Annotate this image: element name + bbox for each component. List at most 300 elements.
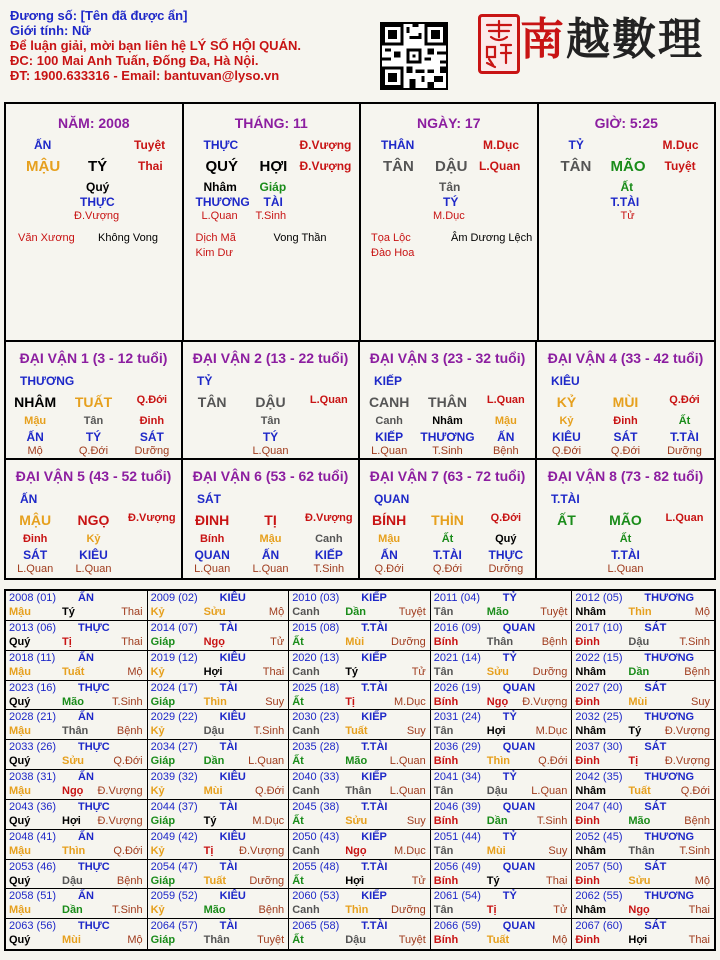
gender: Giới tính: Nữ: [10, 23, 91, 38]
dai-van-cell: [537, 342, 714, 460]
luu-nien-thap-than: TÀI: [219, 920, 238, 933]
luu-nien-year: 2019 (12): [150, 651, 198, 664]
dai-van-title: ĐẠI VẬN 1 (3 - 12 tuổi): [19, 350, 168, 366]
dv-can: TÂN: [197, 394, 227, 410]
luu-nien-year: 2052 (45): [575, 830, 623, 843]
dv-tang-ts: Q.Đới: [374, 563, 404, 575]
luu-nien-chi: Dậu: [486, 785, 508, 797]
luu-nien-cell: [431, 621, 573, 651]
luu-nien-thap-than: TỶ: [502, 771, 517, 783]
luu-nien-cell: [148, 681, 290, 711]
luu-nien-can: Mậu: [9, 725, 31, 738]
luu-nien-thap-than: TÀI: [219, 681, 238, 694]
dv-tang-can: Kỷ: [559, 415, 574, 427]
luu-nien-truong-sinh: Bệnh: [116, 725, 143, 738]
luu-nien-year: 2058 (51): [9, 890, 57, 903]
luu-nien-chi: Tuất: [345, 725, 368, 738]
luu-nien-chi: Sửu: [628, 874, 651, 887]
luu-nien-cell: [6, 591, 148, 621]
luu-nien-cell: [148, 860, 290, 890]
luu-nien-cell: [6, 651, 148, 681]
luu-nien-truong-sinh: Mộ: [127, 665, 143, 678]
pillar-title: NGÀY: 17: [416, 115, 481, 131]
chi-thap-than: M.Dục: [662, 138, 699, 152]
luu-nien-cell: [431, 860, 573, 890]
tang-thap-than: TÝ: [443, 195, 459, 209]
luu-nien-thap-than: KIẾP: [361, 771, 387, 783]
luu-nien-cell: [148, 651, 290, 681]
luu-nien-thap-than: THƯƠNG: [644, 830, 695, 843]
luu-nien-cell: [431, 770, 573, 800]
luu-nien-thap-than: THỰC: [78, 681, 110, 694]
dv-tang-than: KIÊU: [552, 430, 581, 444]
luu-nien-year: 2024 (17): [150, 681, 198, 694]
luu-nien-year: 2064 (57): [150, 920, 198, 933]
chi-truong-sinh: L.Quan: [479, 159, 521, 173]
luu-nien-can: Tân: [433, 785, 454, 797]
dv-tang-than: ẤN: [380, 548, 398, 562]
red-seal-stamp-icon: [478, 14, 520, 74]
luu-nien-can: Đinh: [575, 934, 600, 947]
pillar-hour: [539, 104, 715, 340]
luu-nien-thap-than: THỰC: [78, 860, 110, 873]
dv-tang-ts: Q.Đới: [78, 445, 109, 457]
luu-nien-chi: Thìn: [486, 755, 511, 768]
luu-nien-thap-than: TỶ: [502, 890, 517, 903]
luu-nien-cell: [6, 860, 148, 890]
luu-nien-chi: Tý: [345, 665, 359, 678]
luu-nien-cell: [431, 740, 573, 770]
luu-nien-truong-sinh: Q.Đới: [113, 755, 143, 768]
luu-nien-chi: Thìn: [62, 844, 86, 857]
tang-can: Tân: [439, 180, 461, 194]
header-info: [10, 8, 370, 83]
luu-nien-truong-sinh: Mộ: [694, 606, 710, 618]
dv-tang-can: Ất: [619, 533, 632, 545]
tang-truong-sinh: Đ.Vượng: [74, 210, 120, 222]
luu-nien-can: Bính: [433, 755, 459, 768]
luu-nien-can: Tân: [433, 725, 454, 738]
dv-tang-ts: L.Quan: [17, 563, 54, 575]
luu-nien-truong-sinh: T.Sinh: [112, 904, 143, 917]
chi-truong-sinh: Đ.Vượng: [299, 159, 352, 173]
dv-tang-than: ẤN: [261, 548, 280, 562]
luu-nien-truong-sinh: Bệnh: [116, 874, 143, 887]
luu-nien-can: Kỷ: [150, 606, 165, 618]
pillar-day: [361, 104, 539, 340]
brand-logo: [520, 8, 710, 72]
luu-nien-cell: [431, 919, 573, 949]
luu-nien-chi: Mùi: [62, 934, 81, 947]
luu-nien-can: Ất: [292, 635, 304, 648]
luu-nien-thap-than: KIÊU: [219, 651, 246, 664]
than-sat: Không Vong: [98, 232, 158, 244]
luu-nien-year: 2043 (36): [9, 800, 57, 813]
dv-tang-than: ẤN: [497, 430, 515, 444]
dv-tang-can: Đinh: [613, 415, 638, 427]
contact-note: Để luận giải, mời bạn liên hệ LÝ SỐ HỘI QUÁN.: [10, 38, 301, 53]
luu-nien-truong-sinh: Đ.Vượng: [97, 814, 143, 827]
luu-nien-thap-than: KIÊU: [219, 771, 246, 783]
tang-thap-than: T.TÀI: [610, 195, 640, 209]
tang-thap-than: THƯƠNG: [195, 195, 250, 209]
luu-nien-year: 2035 (28): [292, 741, 340, 754]
luu-nien-can: Nhâm: [575, 665, 606, 678]
luu-nien-cell: [6, 889, 148, 919]
dai-van-grid: [4, 342, 716, 580]
luu-nien-grid: [4, 589, 716, 951]
dv-tang-ts: L.Quan: [252, 445, 289, 457]
tang-can: Quý: [86, 180, 110, 194]
dv-chi: DẬU: [255, 394, 286, 410]
luu-nien-cell: [431, 681, 573, 711]
dv-tang-ts: T.Sinh: [432, 445, 463, 457]
dv-tang-can: Đinh: [22, 533, 48, 545]
chi-truong-sinh: Thai: [138, 159, 163, 173]
luu-nien-chi: Dần: [628, 665, 650, 678]
dai-van-thap-than: SÁT: [197, 492, 221, 506]
luu-nien-cell: [148, 919, 290, 949]
luu-nien-chi: Tý: [486, 874, 500, 887]
luu-nien-truong-sinh: L.Quan: [531, 785, 568, 797]
dia-chi: DẬU: [435, 158, 468, 175]
luu-nien-cell: [148, 740, 290, 770]
luu-nien-truong-sinh: Suy: [406, 814, 426, 827]
luu-nien-can: Giáp: [150, 814, 176, 827]
than-sat: Tọa Lộc: [371, 232, 411, 244]
luu-nien-year: 2018 (11): [9, 651, 56, 664]
luu-nien-chi: Dần: [203, 755, 225, 768]
dv-tang-can: Tân: [83, 415, 104, 427]
luu-nien-thap-than: TÀI: [219, 621, 238, 634]
luu-nien-can: Đinh: [575, 814, 600, 827]
luu-nien-truong-sinh: Thai: [688, 934, 710, 947]
luu-nien-cell: [289, 621, 431, 651]
luu-nien-cell: [289, 651, 431, 681]
luu-nien-can: Kỷ: [150, 904, 165, 917]
dv-can: BÍNH: [372, 512, 407, 528]
luu-nien-year: 2050 (43): [292, 830, 340, 843]
luu-nien-thap-than: SÁT: [644, 920, 667, 933]
dv-truong-sinh: Đ.Vượng: [305, 512, 353, 524]
luu-nien-truong-sinh: Tử: [411, 665, 426, 678]
luu-nien-cell: [6, 830, 148, 860]
luu-nien-thap-than: T.TÀI: [361, 920, 388, 933]
dv-tang-ts: L.Quan: [194, 563, 231, 575]
pillar-title: THÁNG: 11: [234, 115, 308, 131]
luu-nien-can: Canh: [292, 904, 320, 917]
dv-chi: MÃO: [609, 512, 642, 528]
luu-nien-can: Bính: [433, 695, 459, 708]
luu-nien-can: Giáp: [150, 755, 176, 768]
chi-truong-sinh: Tuyệt: [664, 159, 696, 173]
luu-nien-can: Bính: [433, 934, 459, 947]
luu-nien-cell: [6, 770, 148, 800]
luu-nien-thap-than: THỰC: [78, 621, 110, 634]
luu-nien-thap-than: THƯƠNG: [644, 651, 695, 664]
luu-nien-year: 2022 (15): [575, 651, 623, 664]
luu-nien-thap-than: T.TÀI: [361, 800, 388, 813]
dv-tang-ts: Q.Đới: [551, 445, 582, 457]
luu-nien-year: 2065 (58): [292, 920, 340, 933]
luu-nien-chi: Thân: [486, 635, 514, 648]
luu-nien-truong-sinh: Đ.Vượng: [664, 755, 710, 768]
dv-can: ẤT: [557, 512, 576, 528]
dai-van-thap-than: ẤN: [20, 492, 38, 506]
luu-nien-cell: [289, 710, 431, 740]
luu-nien-truong-sinh: M.Dục: [394, 695, 426, 708]
luu-nien-cell: [6, 740, 148, 770]
dv-tang-can: Ất: [678, 415, 691, 427]
dv-truong-sinh: L.Quan: [486, 394, 525, 406]
luu-nien-truong-sinh: Đ.Vượng: [522, 695, 568, 708]
luu-nien-chi: Dần: [345, 606, 366, 618]
luu-nien-chi: Mùi: [345, 635, 365, 648]
luu-nien-year: 2063 (56): [9, 920, 57, 933]
luu-nien-year: 2053 (46): [9, 860, 57, 873]
luu-nien-truong-sinh: Suy: [406, 725, 426, 738]
dai-van-thap-than: QUAN: [374, 492, 410, 506]
luu-nien-chi: Ngọ: [628, 904, 650, 917]
tang-thap-than: THỰC: [80, 195, 115, 209]
luu-nien-thap-than: T.TÀI: [361, 860, 388, 873]
dai-van-cell: [537, 460, 714, 578]
than-sat: Âm Dương Lệch: [451, 232, 533, 244]
can-thap-than: TỶ: [568, 138, 584, 152]
luu-nien-year: 2014 (07): [150, 621, 198, 634]
dv-can: KỶ: [556, 394, 577, 410]
luu-nien-year: 2056 (49): [433, 860, 481, 873]
luu-nien-year: 2066 (59): [433, 920, 481, 933]
than-sat: Đào Hoa: [371, 247, 415, 259]
dai-van-cell: [183, 342, 360, 460]
luu-nien-year: 2062 (55): [575, 890, 623, 903]
dv-tang-can: Mậu: [259, 533, 282, 545]
luu-nien-thap-than: ẤN: [78, 890, 94, 903]
luu-nien-cell: [289, 770, 431, 800]
luu-nien-can: Tân: [433, 904, 454, 917]
luu-nien-truong-sinh: Q.Đới: [254, 785, 285, 797]
dv-tang-ts: L.Quan: [75, 563, 112, 575]
tang-can: Giáp: [259, 180, 287, 194]
luu-nien-can: Nhâm: [575, 785, 606, 797]
luu-nien-year: 2028 (21): [9, 711, 57, 724]
dai-van-title: ĐẠI VẬN 6 (53 - 62 tuổi): [192, 468, 349, 484]
dv-tang-can: Ất: [441, 533, 454, 545]
luu-nien-cell: [431, 800, 573, 830]
dai-van-title: ĐẠI VẬN 8 (73 - 82 tuổi): [547, 468, 704, 484]
luu-nien-cell: [572, 800, 714, 830]
luu-nien-year: 2025 (18): [292, 681, 340, 694]
pillar-title: GIỜ: 5:25: [594, 115, 658, 131]
luu-nien-year: 2020 (13): [292, 651, 340, 664]
luu-nien-truong-sinh: M.Dục: [394, 844, 426, 857]
dv-tang-ts: Dưỡng: [134, 445, 170, 457]
luu-nien-chi: Tuất: [62, 665, 85, 678]
luu-nien-year: 2067 (60): [575, 920, 623, 933]
luu-nien-truong-sinh: L.Quan: [389, 755, 426, 768]
luu-nien-truong-sinh: Đ.Vượng: [97, 785, 143, 797]
luu-nien-cell: [431, 710, 573, 740]
luu-nien-thap-than: SÁT: [644, 621, 667, 634]
luu-nien-thap-than: TỶ: [502, 651, 517, 664]
dv-tang-than: T.TÀI: [433, 548, 462, 562]
luu-nien-thap-than: KIẾP: [361, 711, 387, 724]
luu-nien-can: Quý: [9, 814, 31, 827]
luu-nien-chi: Thìn: [345, 904, 369, 917]
dv-can: NHÂM: [14, 394, 57, 410]
luu-nien-year: 2036 (29): [433, 741, 481, 754]
dv-truong-sinh: Đ.Vượng: [128, 512, 176, 524]
luu-nien-cell: [572, 621, 714, 651]
dai-van-title: ĐẠI VẬN 7 (63 - 72 tuổi): [369, 468, 526, 484]
luu-nien-truong-sinh: L.Quan: [248, 755, 285, 768]
luu-nien-can: Nhâm: [575, 904, 606, 917]
luu-nien-thap-than: ẤN: [78, 592, 94, 604]
luu-nien-thap-than: ẤN: [78, 830, 94, 843]
luu-nien-year: 2042 (35): [575, 771, 623, 783]
luu-nien-chi: Sửu: [345, 814, 368, 827]
luu-nien-chi: Mão: [486, 606, 509, 618]
luu-nien-thap-than: QUAN: [502, 860, 536, 873]
luu-nien-can: Giáp: [150, 635, 176, 648]
dv-tang-than: TÝ: [262, 430, 279, 444]
luu-nien-cell: [431, 651, 573, 681]
luu-nien-chi: Mùi: [486, 844, 506, 857]
luu-nien-truong-sinh: Mộ: [127, 934, 143, 947]
luu-nien-cell: [6, 681, 148, 711]
dv-tang-ts: Q.Đới: [432, 563, 463, 575]
luu-nien-truong-sinh: Tử: [270, 635, 285, 648]
luu-nien-can: Bính: [433, 874, 459, 887]
luu-nien-truong-sinh: T.Sinh: [679, 844, 710, 857]
luu-nien-chi: Tị: [62, 635, 72, 648]
dv-chi: THÂN: [428, 394, 467, 410]
luu-nien-can: Mậu: [9, 844, 31, 857]
luu-nien-chi: Ngọ: [203, 635, 225, 648]
can-thap-than: THÂN: [381, 138, 415, 152]
luu-nien-can: Đinh: [575, 695, 600, 708]
dai-van-thap-than: T.TÀI: [551, 492, 580, 506]
luu-nien-chi: Ngọ: [486, 695, 509, 708]
luu-nien-cell: [289, 889, 431, 919]
luu-nien-chi: Tị: [486, 904, 497, 917]
dv-tang-ts: L.Quan: [371, 445, 408, 457]
luu-nien-thap-than: TỶ: [502, 830, 517, 843]
dv-tang-ts: Q.Đới: [610, 445, 641, 457]
luu-nien-cell: [572, 830, 714, 860]
dv-tang-can: Mậu: [378, 533, 401, 545]
luu-nien-year: 2033 (26): [9, 741, 57, 754]
luu-nien-can: Kỷ: [150, 785, 165, 797]
luu-nien-cell: [148, 591, 290, 621]
luu-nien-year: 2057 (50): [575, 860, 623, 873]
luu-nien-thap-than: TÀI: [219, 800, 238, 813]
luu-nien-truong-sinh: Tuyệt: [257, 934, 285, 947]
dai-van-title: ĐẠI VẬN 5 (43 - 52 tuổi): [15, 468, 172, 484]
dv-tang-can: Tân: [260, 415, 281, 427]
dai-van-cell: [360, 460, 537, 578]
brand-char-4: 理: [658, 14, 704, 65]
luu-nien-can: Quý: [9, 635, 31, 648]
chi-thap-than: M.Dục: [483, 138, 519, 152]
dv-chi: THÌN: [431, 512, 464, 528]
luu-nien-can: Nhâm: [575, 606, 606, 618]
brand-char-2: 越: [566, 14, 612, 65]
dai-van-title: ĐẠI VẬN 4 (33 - 42 tuổi): [547, 350, 704, 366]
luu-nien-truong-sinh: M.Dục: [252, 814, 285, 827]
dv-truong-sinh: Q.Đới: [669, 394, 700, 406]
tang-truong-sinh: L.Quan: [201, 210, 238, 222]
luu-nien-chi: Dậu: [62, 874, 83, 887]
luu-nien-year: 2008 (01): [9, 592, 57, 604]
luu-nien-can: Ất: [292, 695, 304, 708]
luu-nien-cell: [6, 800, 148, 830]
luu-nien-cell: [148, 770, 290, 800]
luu-nien-cell: [148, 621, 290, 651]
luu-nien-truong-sinh: Thai: [545, 874, 568, 887]
luu-nien-chi: Tý: [203, 814, 217, 827]
luu-nien-year: 2032 (25): [575, 711, 623, 724]
chi-thap-than: Đ.Vượng: [299, 138, 352, 152]
dv-truong-sinh: L.Quan: [665, 512, 704, 524]
dv-tang-can: Mậu: [494, 415, 517, 427]
luu-nien-cell: [572, 889, 714, 919]
luu-nien-chi: Dậu: [203, 725, 225, 738]
luu-nien-thap-than: SÁT: [644, 741, 667, 754]
luu-nien-cell: [289, 591, 431, 621]
brand-char-3: 數: [612, 14, 658, 65]
luu-nien-chi: Ngọ: [345, 844, 367, 857]
luu-nien-can: Mậu: [9, 904, 31, 917]
dv-tang-than: TÝ: [85, 430, 102, 444]
luu-nien-thap-than: QUAN: [502, 920, 536, 933]
luu-nien-chi: Mão: [62, 695, 84, 708]
luu-nien-thap-than: THỰC: [78, 800, 110, 813]
luu-nien-truong-sinh: Mộ: [694, 874, 710, 887]
luu-nien-thap-than: TỶ: [502, 711, 517, 724]
luu-nien-thap-than: T.TÀI: [361, 681, 388, 694]
luu-nien-truong-sinh: Q.Đới: [538, 755, 568, 768]
luu-nien-chi: Thân: [628, 844, 655, 857]
dv-can: ĐINH: [195, 512, 230, 528]
luu-nien-truong-sinh: Thai: [121, 635, 143, 648]
tang-truong-sinh: Tử: [620, 210, 635, 222]
luu-nien-thap-than: SÁT: [644, 800, 667, 813]
luu-nien-can: Tân: [433, 665, 454, 678]
dv-tang-can: Nhâm: [432, 415, 463, 427]
thien-can: MẬU: [26, 158, 61, 175]
dv-tang-can: Canh: [375, 415, 403, 427]
luu-nien-thap-than: THƯƠNG: [644, 711, 695, 724]
dai-van-thap-than: TỶ: [197, 374, 213, 388]
luu-nien-thap-than: QUAN: [502, 621, 536, 634]
luu-nien-year: 2023 (16): [9, 681, 57, 694]
luu-nien-thap-than: THƯƠNG: [644, 592, 695, 604]
luu-nien-chi: Hợi: [345, 874, 365, 887]
can-thap-than: THỰC: [203, 138, 239, 152]
luu-nien-can: Nhâm: [575, 725, 606, 738]
dai-van-cell: [183, 460, 360, 578]
dia-chi: HỢI: [259, 158, 288, 175]
dv-tang-than: SÁT: [139, 430, 164, 444]
dv-can: MẬU: [19, 512, 52, 528]
luu-nien-cell: [431, 889, 573, 919]
than-sat: Dịch Mã: [195, 232, 236, 244]
luu-nien-cell: [289, 830, 431, 860]
luu-nien-truong-sinh: T.Sinh: [536, 814, 568, 827]
tang-can: Nhâm: [203, 180, 237, 194]
